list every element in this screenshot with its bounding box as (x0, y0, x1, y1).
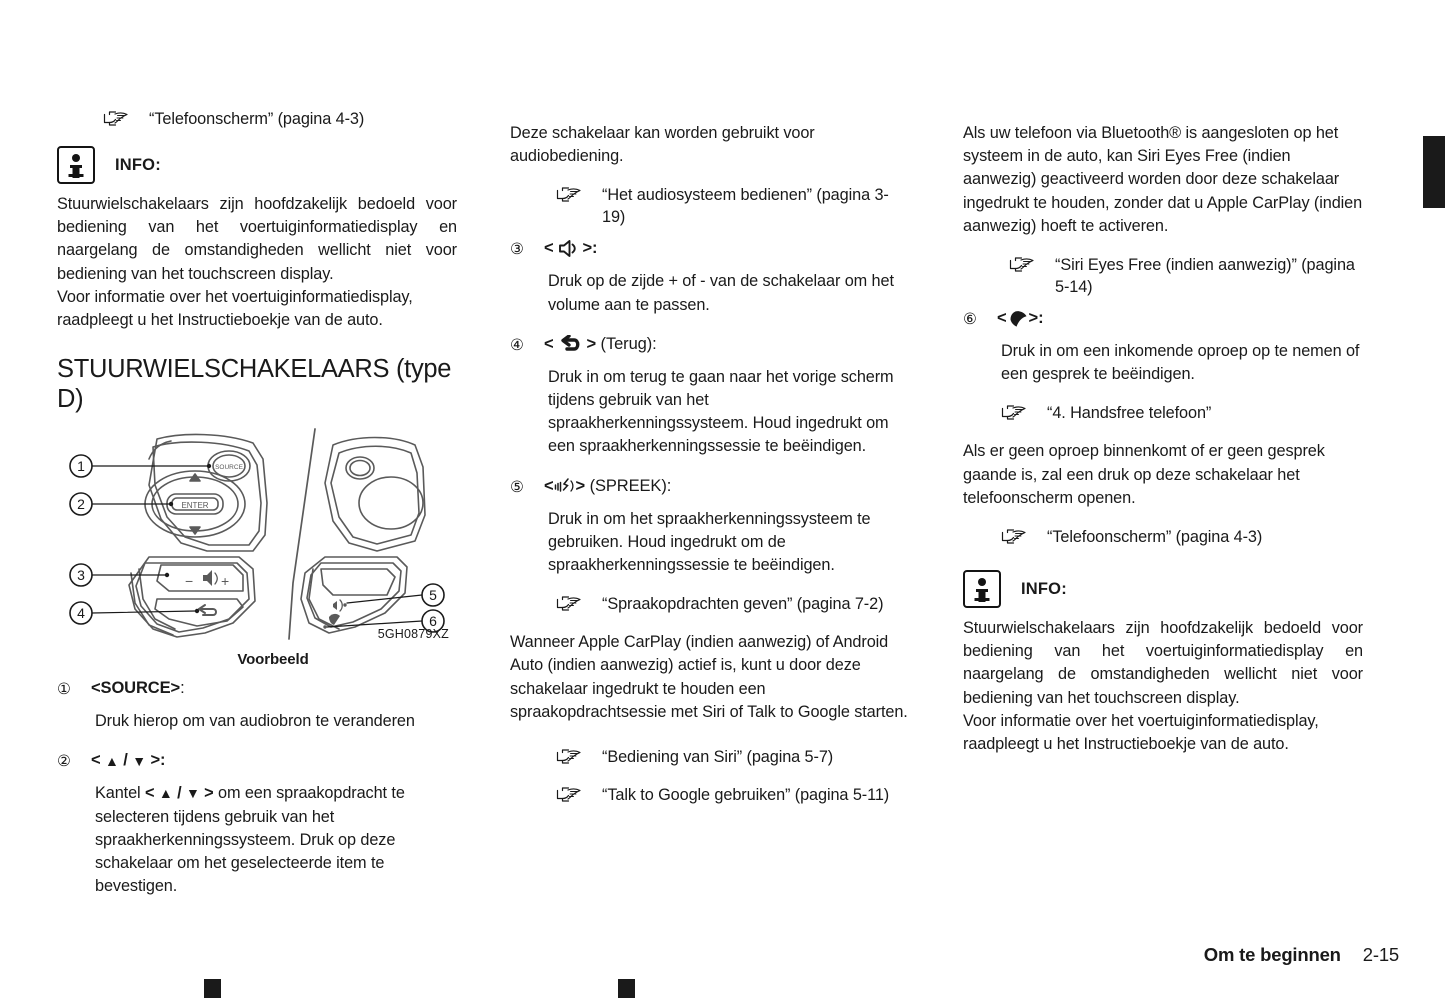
right-paragraph-2: Als er geen oproep binnenkomt of er geen gesprek gaande is, zal een druk op deze schakelaar het telefoonscherm openen. (963, 442, 1325, 507)
item-heading-open: < (544, 476, 554, 495)
item-heading-close: >: (150, 751, 166, 770)
column-left (57, 108, 457, 898)
cross-reference-audiosysteem[interactable] (556, 184, 910, 228)
info-header-right (963, 570, 1363, 608)
item-number: ① (57, 681, 71, 699)
desc-post: om een spraakopdracht te selecteren tijdens gebruik van het spraakherkenningssysteem. Druk op deze schakelaar om het geselecteerde item te bevestigen. (95, 784, 405, 896)
registration-mark-right (618, 979, 635, 998)
pointing-hand-icon (556, 595, 586, 612)
registration-mark-left (204, 979, 221, 998)
cross-reference-telefoonscherm-right[interactable] (1001, 526, 1363, 548)
figure-callout-6: 6 (429, 613, 437, 630)
item-heading-close: > (575, 476, 586, 495)
item-heading-close: > (586, 334, 597, 353)
switch-item-5 (510, 475, 910, 499)
cross-reference-label: “Spraakopdrachten geven” (pagina 7-2) (602, 595, 884, 614)
figure-callout-3: 3 (77, 567, 85, 584)
column-middle (510, 108, 910, 806)
item-heading-suffix: (Terug): (600, 334, 657, 353)
item-heading-open: < (91, 751, 101, 770)
pointing-hand-icon (1001, 528, 1031, 545)
item-number: ⑥ (963, 311, 977, 329)
back-arrow-icon (558, 335, 582, 354)
cross-reference-talk-to-google[interactable] (556, 784, 910, 806)
cross-reference-label: “Telefoonscherm” (pagina 4-3) (1047, 528, 1263, 547)
item-heading (997, 307, 1043, 330)
figure-code: 5GH0879XZ (377, 627, 449, 642)
right-paragraph-1: Als uw telefoon via Bluetooth® is aangesloten op het systeem in de auto, kan Siri Eyes Free (indien aanwezig) geactiveerd worden door deze schakelaar ingedrukt te houden, zonder dat u Apple CarPlay (indien aanwezig) hoeft te activeren. (963, 124, 1363, 235)
section-edge-tab (1423, 136, 1445, 208)
switch-item-2-description (95, 782, 457, 898)
triangle-down-icon: ▼ (185, 785, 200, 802)
switch-item-3-description: Druk op de zijde + of - van de schakelaar om het volume aan te passen. (548, 272, 894, 314)
item-number: ⑤ (510, 478, 524, 496)
switch-item-4 (510, 333, 910, 357)
info-icon (57, 146, 95, 184)
figure-callout-5: 5 (429, 587, 437, 604)
cross-reference-label: “Siri Eyes Free (indien aanwezig)” (pagina 5-14) (1055, 256, 1355, 297)
info-icon (963, 570, 1001, 608)
pointing-hand-icon (1001, 404, 1031, 421)
switch-item-6-description: Druk in om een inkomende oproep op te nemen of een gesprek te beëindigen. (1001, 342, 1360, 384)
figure-callout-2: 2 (77, 496, 85, 513)
figure-volume-minus-label: − (185, 573, 194, 590)
info-paragraph-1: Stuurwielschakelaars zijn hoofdzakelijk bedoeld voor bediening van het voertuiginformatiedisplay en naargelang de omstandigheden wellicht niet voor bediening van het touchscreen display. (963, 619, 1363, 707)
info-label: INFO: (1021, 579, 1067, 598)
item-heading-label: <SOURCE> (91, 679, 181, 698)
item-number: ④ (510, 336, 524, 354)
figure-callout-4: 4 (77, 605, 85, 622)
middle-paragraph-2: Wanneer Apple CarPlay (indien aanwezig) of Android Auto (indien aanwezig) actief is, kunt u door deze schakelaar ingedrukt te houden een spraakopdrachtsessie met Siri of Talk to Google starten. (510, 633, 908, 721)
pointing-hand-icon (556, 748, 586, 765)
figure-back-arrow-icon (199, 605, 216, 615)
steering-wheel-switch-diagram (57, 423, 457, 668)
triangle-up-icon: ▲ (158, 785, 173, 802)
pointing-hand-icon (1009, 256, 1039, 273)
cross-reference-handsfree[interactable] (1001, 402, 1363, 424)
footer-section-title: Om te beginnen (1203, 944, 1341, 965)
item-heading-close: >: (582, 239, 598, 258)
switch-item-1 (57, 677, 457, 701)
speak-icon (554, 477, 576, 495)
switch-item-2 (57, 749, 457, 773)
item-number: ② (57, 753, 71, 771)
item-heading-suffix: : (180, 679, 185, 698)
column-right (963, 108, 1363, 756)
cross-reference-label: “4. Handsfree telefoon” (1047, 404, 1212, 423)
item-heading-close: >: (1028, 309, 1044, 328)
section-heading: STUURWIELSCHAKELAARS (type D) (57, 355, 452, 414)
figure-source-button-label: SOURCE (215, 464, 243, 472)
speaker-icon (558, 240, 578, 257)
figure-volume-plus-label: + (221, 573, 230, 590)
item-heading (91, 749, 165, 772)
cross-reference-telefoonscherm-top[interactable] (103, 108, 457, 130)
diagram-svg (57, 423, 457, 645)
item-heading (544, 475, 671, 498)
info-paragraph-1: Stuurwielschakelaars zijn hoofdzakelijk bedoeld voor bediening van het voertuiginformatiedisplay en naargelang de omstandigheden wellicht niet voor bediening van het touchscreen display. (57, 195, 457, 283)
cross-reference-label: “Bediening van Siri” (pagina 5-7) (602, 748, 834, 767)
desc-open: < (145, 784, 155, 803)
triangle-up-icon: ▲ (105, 752, 119, 769)
item-heading-separator: / (123, 751, 128, 770)
desc-separator: / (177, 784, 182, 803)
info-paragraph-2: Voor informatie over het voertuiginformatiedisplay, raadpleegt u het Instructieboekje van de auto. (57, 287, 413, 330)
footer-page-number: 2-15 (1362, 944, 1399, 965)
figure-phone-icon (329, 614, 340, 625)
figure-caption: Voorbeeld (237, 651, 309, 669)
switch-item-6 (963, 307, 1363, 331)
item-number: ③ (510, 241, 524, 259)
item-heading-open: < (997, 309, 1007, 328)
item-heading (91, 677, 185, 700)
figure-volume-speaker-icon (203, 570, 217, 586)
figure-speak-icon (333, 600, 342, 611)
switch-item-3 (510, 237, 910, 261)
figure-enter-button-label: ENTER (181, 501, 209, 511)
switch-item-4-description: Druk in om terug te gaan naar het vorige scherm tijdens gebruik van het spraakherkenningssysteem. Houd ingedrukt om een spraakherkenningssessie te beëindigen. (548, 367, 894, 456)
cross-reference-label: “Telefoonscherm” (pagina 4-3) (149, 110, 365, 128)
pointing-hand-icon (103, 110, 133, 127)
item-heading (544, 333, 657, 356)
page-footer (1204, 944, 1399, 966)
phone-handset-icon (1007, 309, 1029, 328)
item-heading-suffix: (SPREEK): (589, 476, 672, 495)
item-heading-open: < (544, 334, 554, 353)
info-paragraph-2: Voor informatie over het voertuiginformatiedisplay, raadpleegt u het Instructieboekje van de auto. (963, 711, 1319, 754)
item-heading (544, 237, 597, 260)
cross-reference-label: “Talk to Google gebruiken” (pagina 5-11) (602, 786, 890, 805)
middle-paragraph-1: Deze schakelaar kan worden gebruikt voor audiobediening. (510, 124, 815, 166)
cross-reference-siri[interactable] (556, 746, 910, 768)
desc-pre: Kantel (95, 784, 141, 803)
switch-item-1-description: Druk hierop om van audiobron te veranderen (95, 712, 415, 731)
info-label: INFO: (115, 155, 161, 174)
desc-close: > (204, 784, 214, 803)
figure-callout-1: 1 (77, 458, 85, 475)
pointing-hand-icon (556, 186, 586, 203)
triangle-down-icon: ▼ (132, 752, 147, 769)
item-heading-open: < (544, 239, 554, 258)
pointing-hand-icon (556, 786, 586, 803)
cross-reference-spraakopdrachten[interactable] (556, 593, 910, 615)
switch-item-5-description: Druk in om het spraakherkenningssysteem te gebruiken. Houd ingedrukt om de spraakherkenningssessie te beëindigen. (548, 509, 871, 575)
cross-reference-label: “Het audiosysteem bedienen” (pagina 3-19) (602, 186, 889, 227)
cross-reference-siri-eyes-free[interactable] (1009, 254, 1363, 298)
info-header-left (57, 146, 457, 184)
